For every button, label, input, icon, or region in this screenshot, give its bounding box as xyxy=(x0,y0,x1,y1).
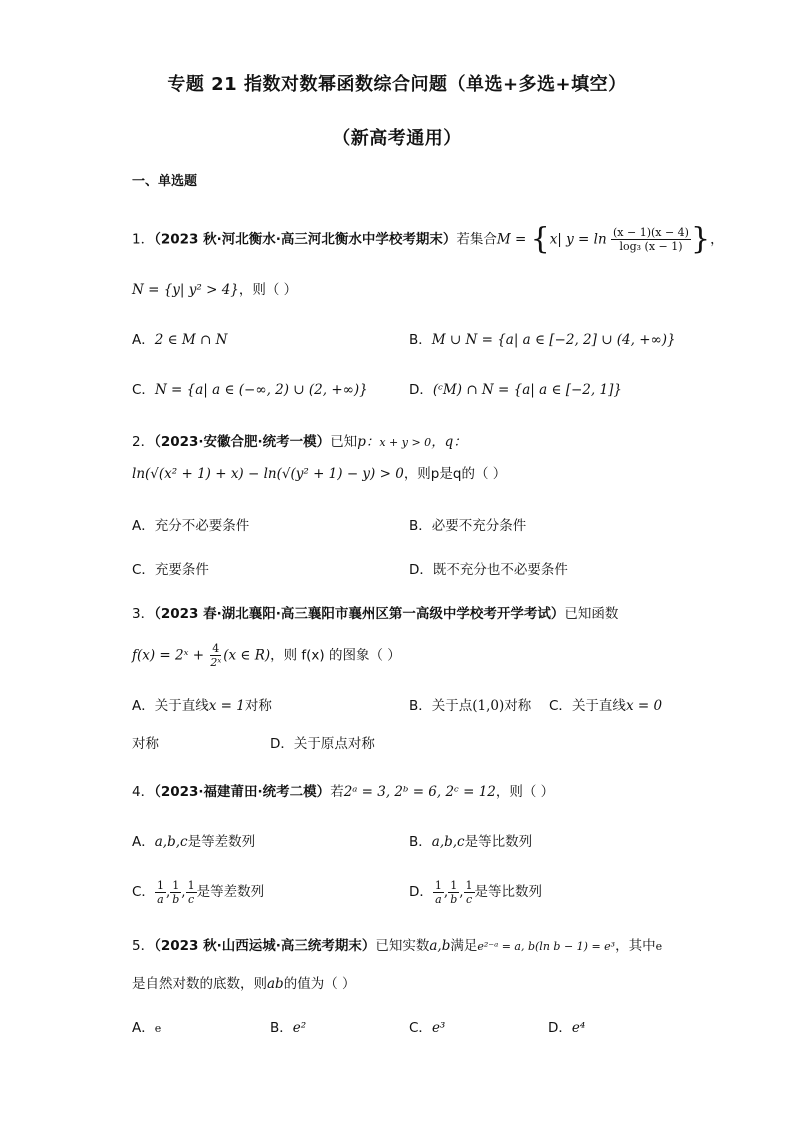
set-n-expression: N = {y| y² > 4} xyxy=(132,282,239,298)
question-source: （2023 秋·山西运城·高三统考期末） xyxy=(154,938,376,954)
question-1-line-1 xyxy=(132,221,724,257)
question-math: ab xyxy=(267,976,284,992)
option-label: B． xyxy=(409,332,432,348)
option-label: B． xyxy=(270,1020,293,1036)
p-label: p： xyxy=(357,434,380,450)
option-text: 是等比数列 xyxy=(464,834,533,850)
option-label: D． xyxy=(409,562,433,578)
option-label: C． xyxy=(409,1020,432,1036)
fraction-denominator: c xyxy=(465,892,473,906)
option-text: 关于直线 xyxy=(154,698,209,714)
left-brace: { xyxy=(530,221,550,257)
set-m-body: x| y = ln xyxy=(549,231,607,248)
fraction-numerator: 1 xyxy=(156,878,164,892)
reciprocal-a xyxy=(433,879,444,906)
option-text: 必要不充分条件 xyxy=(431,518,527,534)
option-c[interactable] xyxy=(549,696,662,716)
option-b[interactable] xyxy=(409,516,526,536)
question-text: ，其中 xyxy=(615,938,656,954)
option-d[interactable] xyxy=(409,560,568,580)
option-label: D． xyxy=(270,736,294,752)
option-math: e xyxy=(154,1022,162,1035)
option-label: C． xyxy=(132,382,155,398)
option-label: B． xyxy=(409,834,432,850)
option-b[interactable] xyxy=(409,696,531,716)
option-math: (1,0) xyxy=(472,698,505,714)
question-text: 已知函数 xyxy=(564,606,619,622)
option-math: e³ xyxy=(431,1020,446,1036)
page-title: 专题 21 指数对数幂函数综合问题（单选+多选+填空） xyxy=(167,74,627,95)
question-source: （2023 秋·河北衡水·高三河北衡水中学校考期末） xyxy=(154,231,457,248)
option-text: 是等差数列 xyxy=(187,834,256,850)
question-3-line-1 xyxy=(132,604,618,624)
fraction-denominator: 2ˣ xyxy=(210,656,222,669)
option-a[interactable] xyxy=(132,1018,161,1039)
option-b[interactable] xyxy=(409,832,532,852)
option-math: e² xyxy=(292,1020,307,1036)
option-text: 是等差数列 xyxy=(196,884,265,900)
option-label: B． xyxy=(409,518,432,534)
question-5-line-1 xyxy=(132,936,662,957)
option-a[interactable] xyxy=(132,832,255,852)
option-text: 2 ∈ M ∩ N xyxy=(154,332,228,348)
option-label: B． xyxy=(409,698,432,714)
question-1-line-2 xyxy=(132,280,297,300)
fraction-numerator: 1 xyxy=(450,878,458,892)
option-text: 对称 xyxy=(244,698,272,714)
reciprocal-c xyxy=(464,879,475,906)
option-c[interactable] xyxy=(409,1018,445,1038)
option-math: a,b,c xyxy=(431,834,465,850)
question-text: 若 xyxy=(330,784,344,800)
option-a[interactable] xyxy=(132,516,249,536)
q-label: ，q： xyxy=(431,434,467,450)
option-math: x = 1 xyxy=(208,698,245,714)
log-fraction xyxy=(611,226,691,253)
question-2-line-2 xyxy=(132,464,506,484)
question-math: 2ᵃ = 3, 2ᵇ = 6, 2ᶜ = 12 xyxy=(343,784,496,800)
fraction-denominator: a xyxy=(435,892,442,906)
option-d[interactable] xyxy=(548,1018,585,1038)
question-number: 3． xyxy=(132,606,155,622)
fraction-numerator: 4 xyxy=(212,642,220,655)
question-3-line-2 xyxy=(132,642,401,669)
reciprocal-b xyxy=(448,879,459,906)
question-source: （2023·福建莆田·统考二模） xyxy=(154,784,331,800)
question-2-line-1 xyxy=(132,432,467,453)
question-number: 5． xyxy=(132,938,155,954)
option-a[interactable] xyxy=(132,330,227,350)
option-c[interactable]: C． $\frac{1}{a}$ , $\frac{1}{b}$ , $\frac{1}{c}$ 是等差数列 xyxy=(132,878,265,906)
option-math: x = 0 xyxy=(625,698,663,714)
fraction-numerator: (x − 1)(x − 4) xyxy=(612,226,689,239)
option-text: 对称 xyxy=(132,736,159,752)
option-label: A． xyxy=(132,332,155,348)
option-text: (ᶜM) ∩ N = {a| a ∈ [−2, 1]} xyxy=(432,382,622,398)
option-d[interactable] xyxy=(409,380,622,400)
option-text: 是等比数列 xyxy=(474,884,543,900)
option-c[interactable] xyxy=(132,560,209,580)
option-c-continued xyxy=(132,734,159,754)
fraction-numerator: 1 xyxy=(434,878,442,892)
question-number: 4． xyxy=(132,784,155,800)
fraction-denominator: a xyxy=(157,892,164,906)
option-label: A． xyxy=(132,1020,155,1036)
question-5-line-2 xyxy=(132,974,356,994)
option-text: 充要条件 xyxy=(154,562,209,578)
option-text: 关于原点对称 xyxy=(293,736,375,752)
option-label: A． xyxy=(132,698,155,714)
option-label: A． xyxy=(132,834,155,850)
question-math: e xyxy=(655,940,663,953)
option-b[interactable] xyxy=(409,330,676,350)
question-prompt: 的值为（ ） xyxy=(283,976,356,992)
option-label: D． xyxy=(409,884,433,900)
option-text: 充分不必要条件 xyxy=(154,518,250,534)
option-d[interactable]: D． $\frac{1}{a}$ , $\frac{1}{b}$ , $\frac{1}{c}$ 是等比数列 xyxy=(409,878,543,906)
question-prompt: ，则p是q的（ ） xyxy=(403,466,507,482)
fraction-numerator: 1 xyxy=(465,878,473,892)
reciprocal-b xyxy=(170,879,181,906)
question-math: a,b xyxy=(429,938,451,954)
option-text: 关于直线 xyxy=(571,698,626,714)
function-domain: (x ∈ R) xyxy=(223,647,271,664)
option-label: C． xyxy=(549,698,572,714)
question-math: e²⁻ᵃ = a, b(ln b − 1) = e³ xyxy=(477,940,616,953)
question-text: 是自然对数的底数，则 xyxy=(132,976,267,992)
question-prompt: ，则（ ） xyxy=(238,282,298,298)
comma: ， xyxy=(710,231,724,248)
fraction-numerator: 1 xyxy=(172,878,180,892)
option-text: 对称 xyxy=(504,698,532,714)
question-text: 若集合 xyxy=(456,231,497,248)
question-prompt: ，则（ ） xyxy=(495,784,555,800)
question-number: 2． xyxy=(132,434,155,450)
question-text: 已知 xyxy=(330,434,358,450)
option-text: M ∪ N = {a| a ∈ [−2, 2] ∪ (4, +∞)} xyxy=(431,332,676,348)
reciprocal-c xyxy=(186,879,197,906)
fraction-denominator: b xyxy=(172,892,180,906)
function-fraction xyxy=(208,642,223,669)
question-number: 1． xyxy=(132,231,155,248)
question-prompt: ，则 f(x) 的图象（ ） xyxy=(270,647,401,664)
option-text: 关于点 xyxy=(431,698,473,714)
option-a[interactable] xyxy=(132,696,272,716)
function-expression: f(x) = 2ˣ + xyxy=(132,647,209,664)
option-label: C． xyxy=(132,884,155,900)
option-label: A． xyxy=(132,518,155,534)
q-expression: ln(√(x² + 1) + x) − ln(√(y² + 1) − y) > 0 xyxy=(132,466,404,482)
option-label: C． xyxy=(132,562,155,578)
option-d[interactable] xyxy=(270,734,375,754)
right-brace: } xyxy=(690,221,711,257)
section-heading: 一、单选题 xyxy=(132,174,198,189)
question-text: 满足 xyxy=(450,938,478,954)
fraction-numerator: 1 xyxy=(187,878,195,892)
fraction-denominator: b xyxy=(450,892,458,906)
option-label: D． xyxy=(548,1020,572,1036)
reciprocal-a xyxy=(155,879,166,906)
page-subtitle: （新高考通用） xyxy=(332,128,462,149)
option-math: a,b,c xyxy=(154,834,188,850)
option-b[interactable] xyxy=(270,1018,306,1038)
question-source: （2023 春·湖北襄阳·高三襄阳市襄州区第一高级中学校考开学考试） xyxy=(154,606,565,622)
p-expression: x + y > 0 xyxy=(379,436,432,449)
option-text: N = {a| a ∈ (−∞, 2) ∪ (2, +∞)} xyxy=(154,382,368,398)
question-4-line-1 xyxy=(132,782,554,802)
question-source: （2023·安徽合肥·统考一模） xyxy=(154,434,331,450)
fraction-denominator: log₃ (x − 1) xyxy=(619,240,683,253)
option-label: D． xyxy=(409,382,433,398)
question-text: 已知实数 xyxy=(375,938,430,954)
option-text: 既不充分也不必要条件 xyxy=(432,562,568,578)
option-c[interactable] xyxy=(132,380,368,400)
set-m-label: M = xyxy=(496,231,531,248)
option-math: e⁴ xyxy=(571,1020,586,1036)
fraction-denominator: c xyxy=(187,892,195,906)
